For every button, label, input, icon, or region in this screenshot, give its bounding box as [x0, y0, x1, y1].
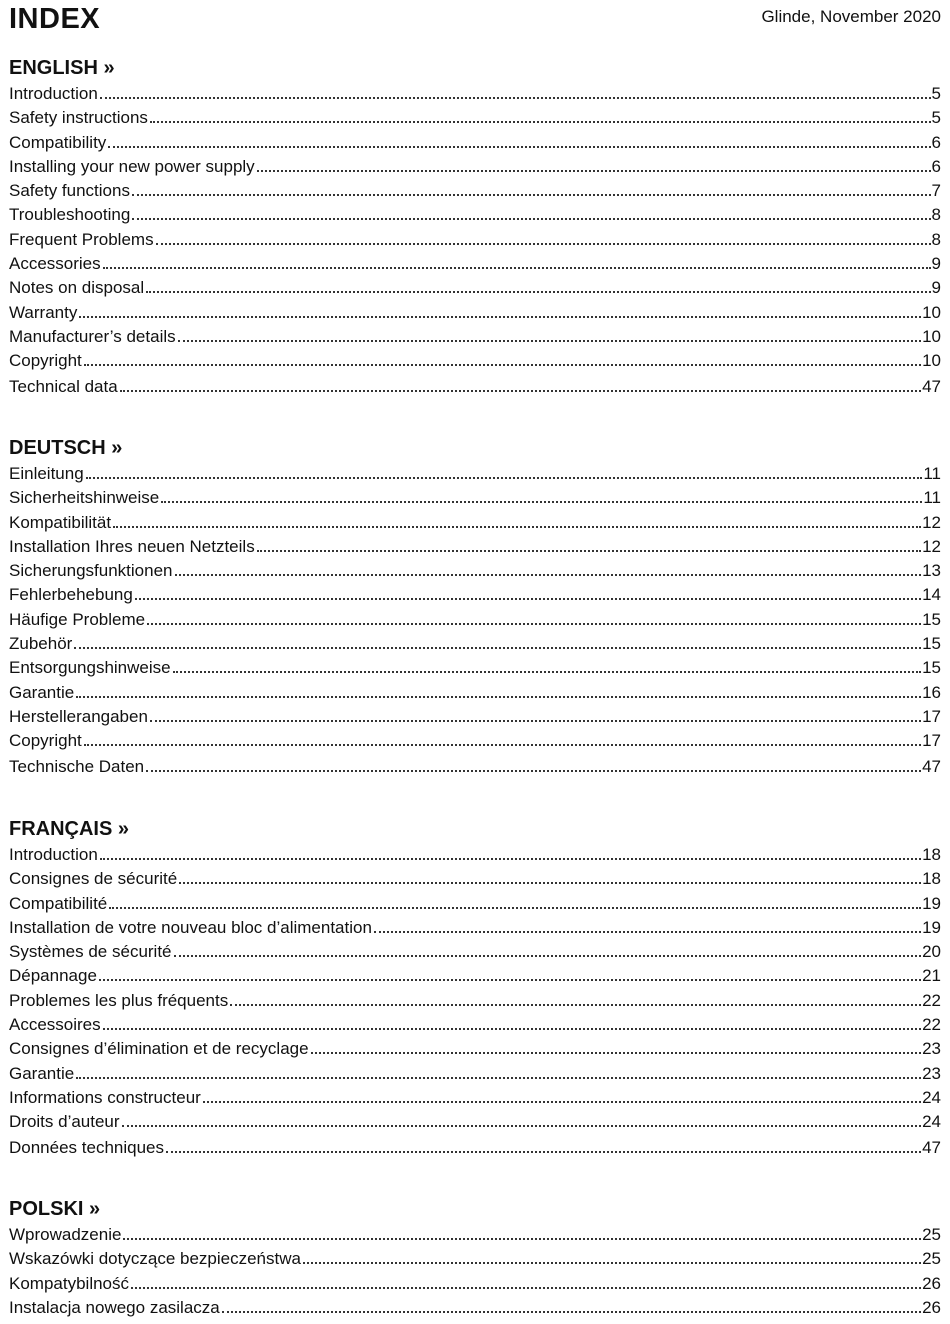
section-deutsch [9, 436, 941, 780]
toc-list-english [9, 80, 941, 400]
toc-entry-label: Compatibility [9, 132, 107, 152]
toc-page-number: 24 [922, 1112, 941, 1132]
toc-entry-label: Consignes de sécurité [9, 869, 178, 889]
dot-leader [103, 250, 931, 269]
toc-entry[interactable] [9, 1270, 941, 1294]
section-heading-english[interactable]: ENGLISH » [9, 57, 115, 79]
toc-entry[interactable] [9, 1108, 941, 1132]
toc-entry[interactable] [9, 372, 941, 400]
toc-page-number: 47 [922, 376, 941, 396]
toc-entry[interactable] [9, 890, 941, 914]
toc-entry-label: Zubehör [9, 634, 73, 654]
toc-entry-label: Technische Daten [9, 756, 145, 776]
dot-leader [174, 938, 922, 957]
toc-list-deutsch [9, 460, 941, 780]
toc-page-number: 15 [922, 634, 941, 654]
dot-leader [132, 201, 930, 220]
dot-leader [135, 581, 921, 600]
dot-leader [257, 153, 931, 172]
toc-entry-label: Frequent Problems [9, 229, 154, 249]
toc-entry[interactable] [9, 274, 941, 298]
toc-entry-label: Kompatibilität [9, 512, 112, 532]
section-francais [9, 817, 941, 1161]
toc-page-number: 18 [922, 845, 941, 864]
toc-entry[interactable] [9, 1221, 941, 1245]
toc-entry-label: Accessories [9, 254, 101, 274]
toc-entry-label: Garantie [9, 682, 75, 702]
dot-leader [103, 1011, 921, 1030]
toc-entry[interactable] [9, 226, 941, 250]
dot-leader [146, 274, 930, 293]
dot-leader [147, 606, 921, 625]
toc-page-number: 47 [922, 1137, 941, 1157]
toc-page-number: 15 [922, 609, 941, 629]
toc-page-number: 7 [931, 181, 941, 201]
toc-page-number: 19 [922, 893, 941, 913]
toc-entry-label: Informations constructeur [9, 1087, 201, 1107]
dot-leader [150, 703, 921, 722]
toc-entry-label: Garantie [9, 1063, 75, 1083]
toc-entry-label: Wprowadzenie [9, 1225, 122, 1244]
toc-entry[interactable] [9, 484, 941, 508]
toc-entry-label: Copyright [9, 351, 82, 371]
toc-entry-label: Copyright [9, 731, 82, 751]
toc-page-number: 9 [931, 278, 941, 298]
toc-page-number: 11 [923, 464, 941, 483]
toc-entry-label: Introduction [9, 84, 98, 103]
toc-entry[interactable] [9, 460, 941, 484]
toc-page-number: 19 [922, 917, 941, 937]
toc-page-number: 10 [922, 326, 941, 346]
toc-entry[interactable] [9, 1011, 941, 1035]
index-page [9, 0, 941, 1317]
toc-page-number: 9 [931, 254, 941, 274]
toc-entry[interactable] [9, 1060, 941, 1084]
page-title: INDEX [9, 3, 101, 35]
toc-entry[interactable] [9, 201, 941, 225]
toc-page-number: 13 [922, 561, 941, 581]
dot-leader [230, 987, 921, 1006]
toc-page-number: 23 [922, 1039, 941, 1059]
dot-leader [178, 323, 921, 342]
toc-entry-label: Instalacja nowego zasilacza [9, 1297, 220, 1317]
toc-entry[interactable] [9, 987, 941, 1011]
toc-entry[interactable] [9, 1035, 941, 1059]
toc-page-number: 26 [922, 1273, 941, 1293]
toc-entry[interactable] [9, 1084, 941, 1108]
toc-page-number: 22 [922, 990, 941, 1010]
toc-entry-label: Installation de votre nouveau bloc d’alimentation [9, 917, 372, 937]
dot-leader [76, 679, 921, 698]
toc-entry[interactable] [9, 250, 941, 274]
dot-leader [166, 1134, 921, 1153]
dot-leader [150, 104, 931, 123]
section-heading-francais[interactable]: FRANÇAIS » [9, 818, 130, 840]
toc-page-number: 12 [922, 536, 941, 556]
toc-page-number: 12 [922, 512, 941, 532]
toc-entry-label: Introduction [9, 845, 98, 864]
dot-leader [86, 460, 923, 479]
dot-leader [257, 533, 921, 552]
toc-entry-label: Installing your new power supply [9, 156, 255, 176]
section-english [9, 56, 941, 400]
toc-entry[interactable] [9, 654, 941, 678]
toc-entry[interactable] [9, 177, 941, 201]
dot-leader [100, 80, 931, 99]
page-header [9, 0, 941, 56]
dot-leader [161, 484, 922, 503]
toc-entry-label: Systèmes de sécurité [9, 942, 172, 962]
toc-entry[interactable] [9, 80, 941, 104]
dot-leader [131, 1270, 921, 1289]
toc-entry[interactable] [9, 129, 941, 153]
dot-leader [132, 177, 931, 196]
toc-page-number: 8 [931, 205, 941, 225]
toc-entry[interactable] [9, 581, 941, 605]
toc-page-number: 18 [922, 869, 941, 889]
toc-entry[interactable] [9, 606, 941, 630]
dot-leader [222, 1294, 921, 1313]
toc-list-polski [9, 1221, 941, 1318]
toc-entry-label: Droits d’auteur [9, 1112, 120, 1132]
dot-leader [122, 1108, 922, 1127]
toc-entry-label: Accessoires [9, 1015, 101, 1035]
toc-page-number: 6 [931, 156, 941, 176]
toc-page-number: 8 [931, 229, 941, 249]
toc-page-number: 20 [922, 942, 941, 962]
toc-page-number: 25 [922, 1249, 941, 1269]
toc-page-number: 16 [922, 682, 941, 702]
toc-entry-label: Wskazówki dotyczące bezpieczeństwa [9, 1249, 301, 1269]
toc-entry-label: Warranty [9, 302, 78, 322]
toc-page-number: 5 [931, 84, 941, 103]
toc-entry-label: Dépannage [9, 966, 97, 986]
document-date: Glinde, November 2020 [761, 7, 941, 26]
toc-entry[interactable] [9, 533, 941, 557]
toc-page-number: 5 [931, 108, 941, 128]
dot-leader [76, 1060, 921, 1079]
toc-entry-label: Kompatybilność [9, 1273, 130, 1293]
toc-entry[interactable] [9, 679, 941, 703]
toc-entry-label: Safety instructions [9, 108, 148, 128]
toc-page-number: 26 [922, 1297, 941, 1317]
toc-entry-label: Fehlerbehebung [9, 585, 133, 605]
toc-entry-label: Données techniques [9, 1137, 165, 1157]
toc-page-number: 14 [922, 585, 941, 605]
toc-entry[interactable] [9, 865, 941, 889]
toc-page-number: 15 [922, 658, 941, 678]
dot-leader [100, 841, 921, 860]
dot-leader [99, 962, 921, 981]
toc-entry[interactable] [9, 299, 941, 323]
dot-leader [156, 226, 931, 245]
dot-leader [74, 630, 921, 649]
toc-entry-label: Installation Ihres neuen Netzteils [9, 536, 255, 556]
dot-leader [303, 1245, 921, 1264]
toc-page-number: 22 [922, 1015, 941, 1035]
dot-leader [374, 914, 921, 933]
dot-leader [109, 890, 921, 909]
toc-entry-label: Notes on disposal [9, 278, 145, 298]
dot-leader [175, 557, 922, 576]
dot-leader [311, 1035, 922, 1054]
toc-entry-label: Problemes les plus fréquents [9, 990, 229, 1010]
toc-entry[interactable] [9, 752, 941, 780]
dot-leader [179, 865, 921, 884]
toc-entry[interactable] [9, 153, 941, 177]
toc-page-number: 11 [923, 488, 941, 508]
toc-entry-label: Sicherungsfunktionen [9, 561, 173, 581]
toc-page-number: 17 [922, 731, 941, 751]
toc-entry[interactable] [9, 323, 941, 347]
dot-leader [173, 654, 921, 673]
toc-entry[interactable] [9, 962, 941, 986]
toc-entry-label: Herstellerangaben [9, 706, 148, 726]
dot-leader [123, 1221, 921, 1240]
toc-entry[interactable] [9, 1133, 941, 1161]
toc-list-francais [9, 841, 941, 1161]
toc-page-number: 23 [922, 1063, 941, 1083]
toc-entry-label: Troubleshooting [9, 205, 131, 225]
toc-page-number: 25 [922, 1225, 941, 1244]
dot-leader [203, 1084, 921, 1103]
toc-entry[interactable] [9, 347, 941, 371]
toc-entry-label: Einleitung [9, 464, 84, 483]
toc-page-number: 6 [931, 132, 941, 152]
toc-entry[interactable] [9, 727, 941, 751]
toc-entry[interactable] [9, 841, 941, 865]
dot-leader [79, 299, 921, 318]
toc-entry[interactable] [9, 914, 941, 938]
toc-entry-label: Technical data [9, 376, 118, 396]
toc-entry-label: Sicherheitshinweise [9, 488, 160, 508]
toc-entry[interactable] [9, 1245, 941, 1269]
toc-page-number: 17 [922, 706, 941, 726]
toc-entry-label: Häufige Probleme [9, 609, 146, 629]
toc-page-number: 47 [922, 756, 941, 776]
toc-entry[interactable] [9, 509, 941, 533]
section-heading-deutsch[interactable]: DEUTSCH » [9, 437, 123, 459]
toc-entry[interactable] [9, 630, 941, 654]
dot-leader [84, 347, 921, 366]
toc-entry[interactable] [9, 1294, 941, 1318]
toc-entry-label: Entsorgungshinweise [9, 658, 171, 678]
section-heading-polski[interactable]: POLSKI » [9, 1198, 101, 1220]
toc-entry[interactable] [9, 938, 941, 962]
toc-page-number: 24 [922, 1087, 941, 1107]
section-polski [9, 1197, 941, 1318]
toc-page-number: 21 [922, 966, 941, 986]
toc-entry-label: Consignes d’élimination et de recyclage [9, 1039, 309, 1059]
dot-leader [84, 727, 921, 746]
dot-leader [113, 509, 921, 528]
toc-page-number: 10 [922, 302, 941, 322]
toc-entry[interactable] [9, 557, 941, 581]
toc-entry[interactable] [9, 104, 941, 128]
toc-entry-label: Compatibilité [9, 893, 108, 913]
dot-leader [146, 753, 921, 772]
dot-leader [120, 373, 921, 392]
toc-entry[interactable] [9, 703, 941, 727]
toc-entry-label: Safety functions [9, 181, 130, 201]
toc-page-number: 10 [922, 351, 941, 371]
toc-entry-label: Manufacturer’s details [9, 326, 176, 346]
dot-leader [108, 129, 930, 148]
